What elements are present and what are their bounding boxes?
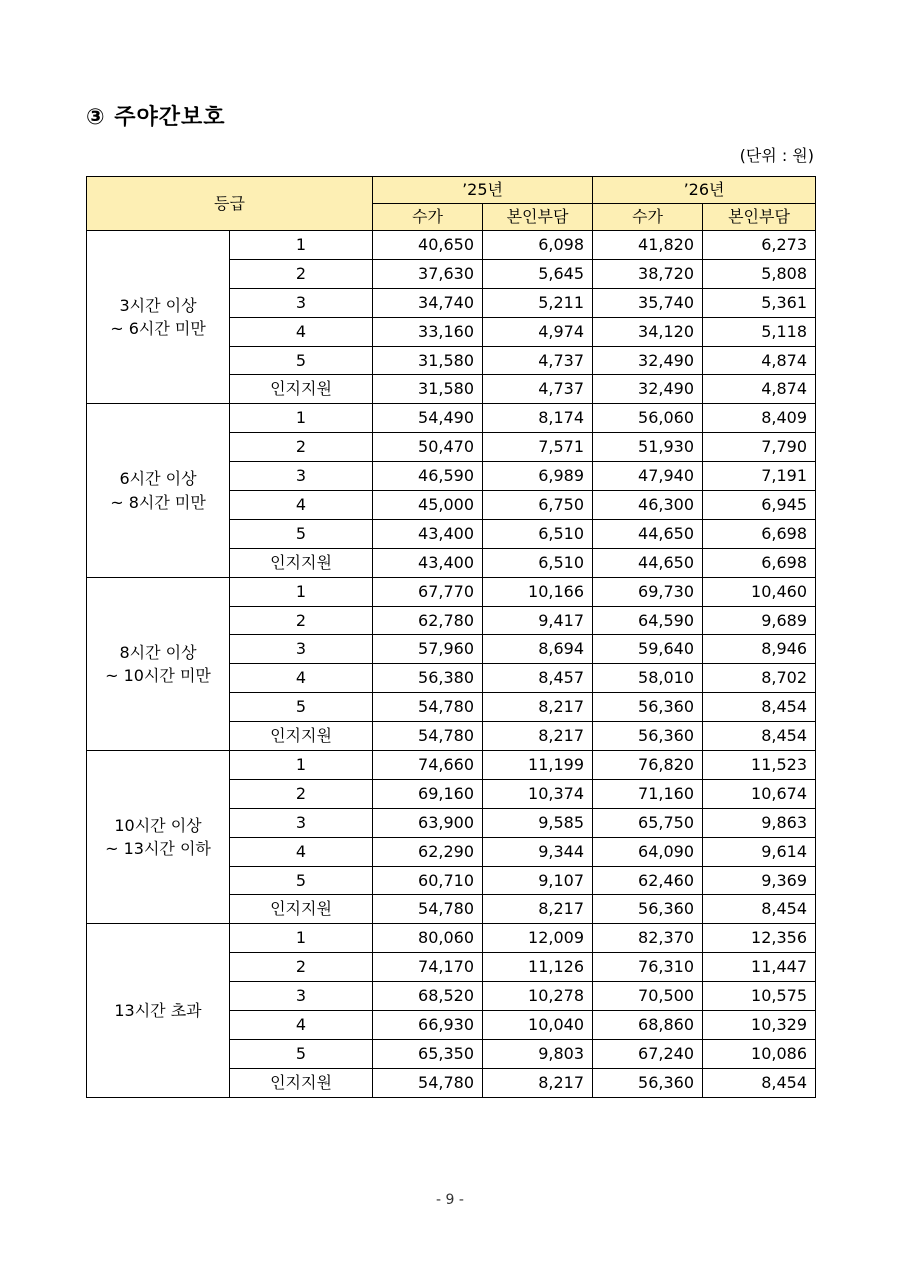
self26-cell: 10,674 — [703, 779, 816, 808]
self26-cell: 8,454 — [703, 1068, 816, 1097]
fee25-cell: 57,960 — [373, 635, 483, 664]
fee26-cell: 56,360 — [593, 722, 703, 751]
fee26-cell: 41,820 — [593, 231, 703, 260]
self26-cell: 6,945 — [703, 491, 816, 520]
grade-cell: 5 — [230, 519, 373, 548]
fee25-cell: 69,160 — [373, 779, 483, 808]
grade-cell: 1 — [230, 751, 373, 780]
fee25-cell: 54,490 — [373, 404, 483, 433]
fee26-cell: 35,740 — [593, 288, 703, 317]
self26-cell: 9,369 — [703, 866, 816, 895]
duration-group-label: 10시간 이상 ~ 13시간 이하 — [87, 751, 230, 924]
grade-cell: 인지지원 — [230, 895, 373, 924]
fee-table — [86, 176, 816, 1098]
self26-cell: 8,702 — [703, 664, 816, 693]
grade-cell: 4 — [230, 1011, 373, 1040]
self25-cell: 5,645 — [483, 259, 593, 288]
fee25-cell: 63,900 — [373, 808, 483, 837]
self25-cell: 4,974 — [483, 317, 593, 346]
fee25-cell: 43,400 — [373, 548, 483, 577]
self25-cell: 10,166 — [483, 577, 593, 606]
self26-cell: 10,329 — [703, 1011, 816, 1040]
self25-cell: 9,803 — [483, 1039, 593, 1068]
fee25-cell: 40,650 — [373, 231, 483, 260]
fee25-cell: 54,780 — [373, 722, 483, 751]
self25-cell: 4,737 — [483, 375, 593, 404]
grade-cell: 1 — [230, 231, 373, 260]
self26-cell: 7,790 — [703, 433, 816, 462]
self25-cell: 6,750 — [483, 491, 593, 520]
grade-cell: 2 — [230, 953, 373, 982]
self25-cell: 9,417 — [483, 606, 593, 635]
self26-cell: 10,460 — [703, 577, 816, 606]
self25-cell: 8,174 — [483, 404, 593, 433]
fee25-cell: 68,520 — [373, 982, 483, 1011]
fee26-cell: 46,300 — [593, 491, 703, 520]
fee26-cell: 64,590 — [593, 606, 703, 635]
fee25-cell: 65,350 — [373, 1039, 483, 1068]
self26-cell: 6,698 — [703, 519, 816, 548]
self26-cell: 8,409 — [703, 404, 816, 433]
self25-cell: 10,040 — [483, 1011, 593, 1040]
self25-cell: 11,126 — [483, 953, 593, 982]
grade-cell: 3 — [230, 635, 373, 664]
fee25-cell: 66,930 — [373, 1011, 483, 1040]
self26-cell: 9,614 — [703, 837, 816, 866]
fee25-cell: 31,580 — [373, 375, 483, 404]
grade-cell: 4 — [230, 664, 373, 693]
fee25-cell: 74,170 — [373, 953, 483, 982]
self25-cell: 8,217 — [483, 895, 593, 924]
fee25-cell: 54,780 — [373, 1068, 483, 1097]
grade-cell: 5 — [230, 866, 373, 895]
table-row — [87, 924, 816, 953]
grade-cell: 인지지원 — [230, 548, 373, 577]
grade-cell: 2 — [230, 606, 373, 635]
self26-cell: 4,874 — [703, 375, 816, 404]
fee26-cell: 76,820 — [593, 751, 703, 780]
fee26-cell: 59,640 — [593, 635, 703, 664]
table-header — [87, 177, 816, 231]
table-body — [87, 231, 816, 1098]
self25-cell: 9,344 — [483, 837, 593, 866]
self25-cell: 6,989 — [483, 462, 593, 491]
fee26-cell: 82,370 — [593, 924, 703, 953]
header-self-26: 본인부담 — [703, 204, 816, 231]
grade-cell: 2 — [230, 259, 373, 288]
fee26-cell: 62,460 — [593, 866, 703, 895]
fee26-cell: 70,500 — [593, 982, 703, 1011]
grade-cell: 5 — [230, 346, 373, 375]
self25-cell: 8,457 — [483, 664, 593, 693]
self25-cell: 4,737 — [483, 346, 593, 375]
self25-cell: 8,217 — [483, 722, 593, 751]
fee25-cell: 31,580 — [373, 346, 483, 375]
self25-cell: 7,571 — [483, 433, 593, 462]
grade-cell: 4 — [230, 837, 373, 866]
header-year-25: ’25년 — [373, 177, 593, 204]
self25-cell: 6,510 — [483, 519, 593, 548]
fee26-cell: 56,360 — [593, 1068, 703, 1097]
fee25-cell: 34,740 — [373, 288, 483, 317]
fee26-cell: 47,940 — [593, 462, 703, 491]
fee26-cell: 71,160 — [593, 779, 703, 808]
header-year-26: ’26년 — [593, 177, 816, 204]
self26-cell: 4,874 — [703, 346, 816, 375]
self26-cell: 8,454 — [703, 722, 816, 751]
table-row — [87, 577, 816, 606]
self26-cell: 7,191 — [703, 462, 816, 491]
duration-group-label: 13시간 초과 — [87, 924, 230, 1097]
fee26-cell: 44,650 — [593, 548, 703, 577]
unit-label: (단위 : 원) — [739, 146, 814, 165]
self25-cell: 10,278 — [483, 982, 593, 1011]
fee25-cell: 62,780 — [373, 606, 483, 635]
table-row — [87, 231, 816, 260]
grade-cell: 1 — [230, 404, 373, 433]
self26-cell: 5,118 — [703, 317, 816, 346]
self25-cell: 8,217 — [483, 693, 593, 722]
page-number: - 9 - — [436, 1192, 464, 1208]
fee26-cell: 38,720 — [593, 259, 703, 288]
fee26-cell: 44,650 — [593, 519, 703, 548]
fee26-cell: 51,930 — [593, 433, 703, 462]
self26-cell: 8,454 — [703, 693, 816, 722]
grade-cell: 3 — [230, 288, 373, 317]
fee26-cell: 32,490 — [593, 346, 703, 375]
grade-cell: 5 — [230, 1039, 373, 1068]
fee26-cell: 69,730 — [593, 577, 703, 606]
fee26-cell: 58,010 — [593, 664, 703, 693]
fee26-cell: 34,120 — [593, 317, 703, 346]
self25-cell: 9,585 — [483, 808, 593, 837]
duration-group-label: 6시간 이상 ~ 8시간 미만 — [87, 404, 230, 577]
grade-cell: 4 — [230, 317, 373, 346]
header-self-25: 본인부담 — [483, 204, 593, 231]
self26-cell: 9,689 — [703, 606, 816, 635]
grade-cell: 인지지원 — [230, 375, 373, 404]
section-title: ③ 주야간보호 — [86, 105, 226, 130]
fee25-cell: 37,630 — [373, 259, 483, 288]
self25-cell: 12,009 — [483, 924, 593, 953]
self26-cell: 8,946 — [703, 635, 816, 664]
fee25-cell: 56,380 — [373, 664, 483, 693]
self26-cell: 8,454 — [703, 895, 816, 924]
fee26-cell: 68,860 — [593, 1011, 703, 1040]
fee26-cell: 56,060 — [593, 404, 703, 433]
fee26-cell: 67,240 — [593, 1039, 703, 1068]
fee25-cell: 60,710 — [373, 866, 483, 895]
grade-cell: 4 — [230, 491, 373, 520]
grade-cell: 1 — [230, 924, 373, 953]
fee26-cell: 56,360 — [593, 693, 703, 722]
fee26-cell: 76,310 — [593, 953, 703, 982]
self25-cell: 9,107 — [483, 866, 593, 895]
fee25-cell: 43,400 — [373, 519, 483, 548]
grade-cell: 2 — [230, 433, 373, 462]
fee25-cell: 67,770 — [373, 577, 483, 606]
self26-cell: 5,808 — [703, 259, 816, 288]
fee25-cell: 54,780 — [373, 895, 483, 924]
grade-cell: 3 — [230, 982, 373, 1011]
fee25-cell: 80,060 — [373, 924, 483, 953]
header-fee-25: 수가 — [373, 204, 483, 231]
header-fee-26: 수가 — [593, 204, 703, 231]
self25-cell: 8,694 — [483, 635, 593, 664]
duration-group-label: 3시간 이상 ~ 6시간 미만 — [87, 231, 230, 404]
table-row — [87, 751, 816, 780]
self26-cell: 10,086 — [703, 1039, 816, 1068]
self26-cell: 10,575 — [703, 982, 816, 1011]
duration-group-label: 8시간 이상 ~ 10시간 미만 — [87, 577, 230, 750]
fee26-cell: 56,360 — [593, 895, 703, 924]
table-row — [87, 404, 816, 433]
fee25-cell: 54,780 — [373, 693, 483, 722]
grade-cell: 3 — [230, 808, 373, 837]
fee25-cell: 50,470 — [373, 433, 483, 462]
self26-cell: 11,523 — [703, 751, 816, 780]
fee26-cell: 64,090 — [593, 837, 703, 866]
self25-cell: 6,510 — [483, 548, 593, 577]
grade-cell: 5 — [230, 693, 373, 722]
fee25-cell: 46,590 — [373, 462, 483, 491]
grade-cell: 3 — [230, 462, 373, 491]
self25-cell: 11,199 — [483, 751, 593, 780]
self25-cell: 5,211 — [483, 288, 593, 317]
fee26-cell: 32,490 — [593, 375, 703, 404]
self25-cell: 6,098 — [483, 231, 593, 260]
fee25-cell: 45,000 — [373, 491, 483, 520]
header-grade: 등급 — [87, 177, 373, 231]
self26-cell: 11,447 — [703, 953, 816, 982]
fee25-cell: 74,660 — [373, 751, 483, 780]
self26-cell: 6,698 — [703, 548, 816, 577]
self25-cell: 10,374 — [483, 779, 593, 808]
fee25-cell: 62,290 — [373, 837, 483, 866]
grade-cell: 2 — [230, 779, 373, 808]
self26-cell: 6,273 — [703, 231, 816, 260]
fee26-cell: 65,750 — [593, 808, 703, 837]
self26-cell: 12,356 — [703, 924, 816, 953]
grade-cell: 1 — [230, 577, 373, 606]
grade-cell: 인지지원 — [230, 722, 373, 751]
grade-cell: 인지지원 — [230, 1068, 373, 1097]
self25-cell: 8,217 — [483, 1068, 593, 1097]
fee25-cell: 33,160 — [373, 317, 483, 346]
self26-cell: 9,863 — [703, 808, 816, 837]
self26-cell: 5,361 — [703, 288, 816, 317]
